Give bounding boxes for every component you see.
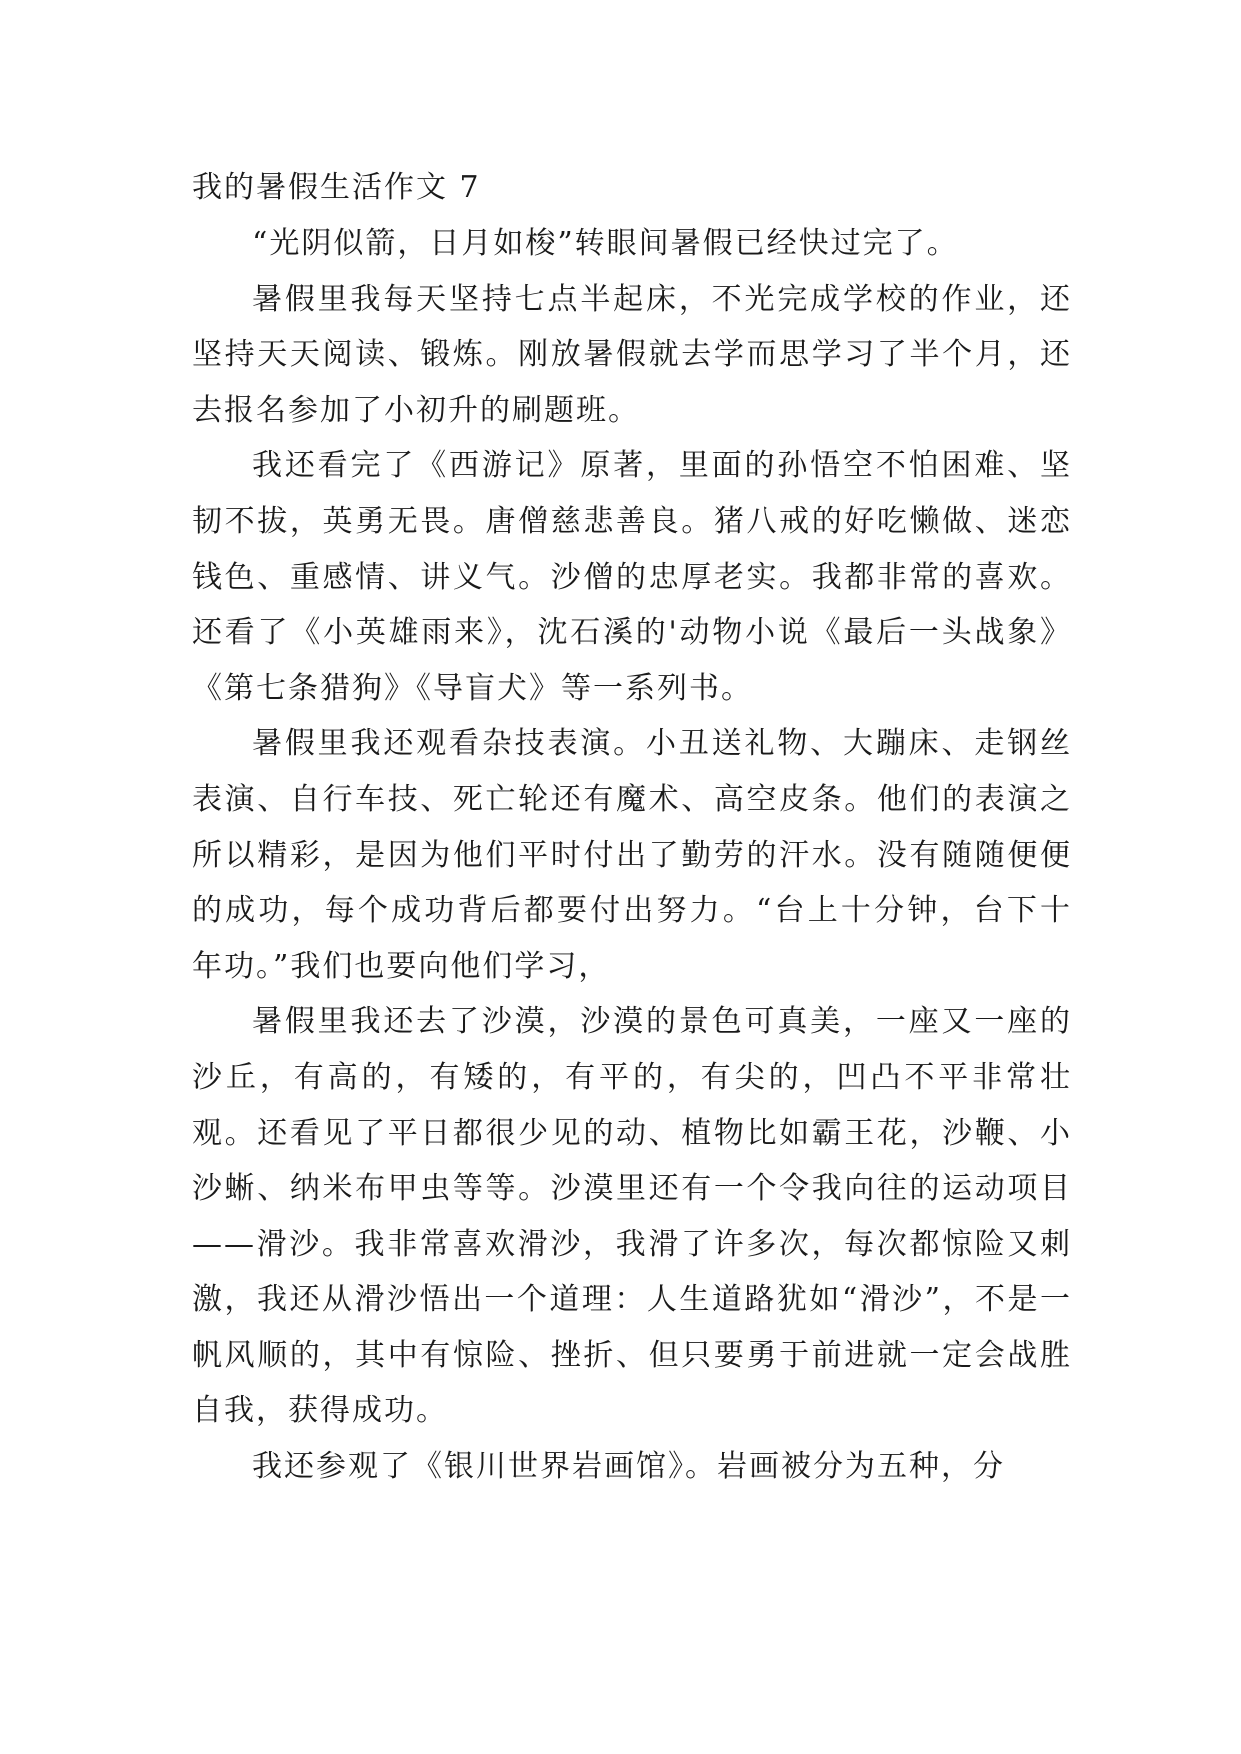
- paragraph-1: “光阴似箭，日月如梭”转眼间暑假已经快过完了。: [252, 226, 959, 261]
- paragraph-3: 我还看完了《西游记》原著，里面的孙悟空不怕困难、坚韧不拔，英勇无畏。唐僧慈悲善良。猪八戒的好吃懒做、迷恋钱色、重感情、讲义气。沙僧的忠厚老实。我都非常的喜欢。还看了《小英雄雨来》，沈石溪的'动物小说《最后一头战象》《第七条猎狗》《导盲犬》等一系列书。: [192, 448, 1072, 706]
- paragraph-6: 我还参观了《银川世界岩画馆》。岩画被分为五种，分: [252, 1449, 1005, 1485]
- paragraph-5: 暑假里我还去了沙漠，沙漠的景色可真美，一座又一座的沙丘，有高的，有矮的，有平的，有尖的，凹凸不平非常壮观。还看见了平日都很少见的动、植物比如霸王花，沙鞭、小沙蜥、纳米布甲虫等等。沙漠里还有一个令我向往的运动项目——滑沙。我非常喜欢滑沙，我滑了许多次，每次都惊险又刺激，我还从滑沙悟出一个道理：人生道路犹如“滑沙”，不是一帆风顺的，其中有惊险、挫折、但只要勇于前进就一定会战胜自我，获得成功。: [192, 1004, 1072, 1429]
- document-title: 我的暑假生活作文 7: [192, 170, 481, 205]
- paragraph-2: 暑假里我每天坚持七点半起床，不光完成学校的作业，还坚持天天阅读、锻炼。刚放暑假就去学而思学习了半个月，还去报名参加了小初升的刷题班。: [192, 281, 1072, 428]
- paragraph-4: 暑假里我还观看杂技表演。小丑送礼物、大蹦床、走钢丝表演、自行车技、死亡轮还有魔术、高空皮条。他们的表演之所以精彩，是因为他们平时付出了勤劳的汗水。没有随随便便的成功，每个成功背后都要付出努力。“台上十分钟，台下十年功。”我们也要向他们学习，: [192, 726, 1072, 984]
- document-body: [192, 160, 1072, 1495]
